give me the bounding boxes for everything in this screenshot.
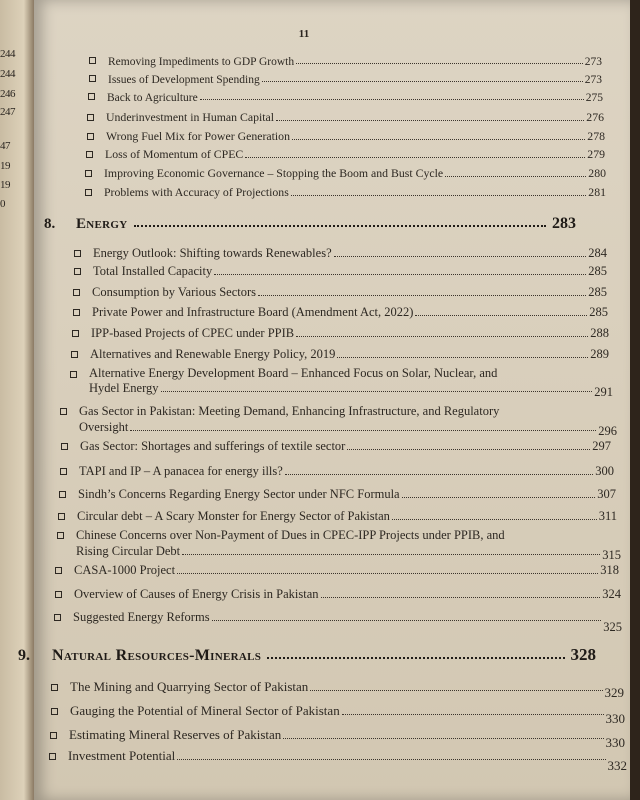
- toc-entry-page: 285: [588, 264, 607, 278]
- dot-leader: [321, 597, 601, 598]
- toc-entry-page: 278: [587, 129, 605, 143]
- checkbox-icon: [54, 614, 61, 621]
- dot-leader: [402, 497, 596, 498]
- toc-entry-title: TAPI and IP – A panacea for energy ills?: [79, 464, 283, 478]
- toc-entry-page: 285: [589, 305, 608, 319]
- toc-entry-page: 273: [584, 74, 602, 86]
- toc-entry-title: Circular debt – A Scary Monster for Energy Sector of Pakistan: [77, 509, 390, 523]
- dot-leader: [285, 474, 593, 475]
- checkbox-icon: [51, 684, 58, 691]
- dot-leader: [291, 195, 587, 196]
- toc-entry-page: 300: [595, 464, 614, 478]
- left-page-edge: [0, 0, 34, 800]
- left-page-fragment: 246: [0, 88, 15, 100]
- toc-entry-title: Underinvestment in Human Capital: [106, 110, 275, 124]
- toc-entry-title-continued: Oversight: [79, 420, 129, 434]
- toc-entry-page: 276: [586, 110, 604, 124]
- toc-entry-title: Gas Sector in Pakistan: Meeting Demand, Enhancing Infrastructure, and Regulatory: [79, 404, 500, 418]
- toc-entry[interactable]: [60, 464, 614, 479]
- dot-leader: [347, 449, 590, 450]
- checkbox-icon: [73, 289, 80, 296]
- toc-entry-title: Improving Economic Governance – Stopping the Boom and Bust Cycle: [104, 166, 444, 180]
- toc-entry-title: The Mining and Quarrying Sector of Pakistan: [70, 679, 309, 694]
- left-page-fragment: 19: [0, 160, 10, 172]
- dot-leader: [130, 430, 596, 431]
- toc-entry[interactable]: [49, 748, 627, 773]
- toc-entry-title-continued: Rising Circular Debt: [76, 544, 181, 558]
- toc-entry-title: Overview of Causes of Energy Crisis in Pakistan: [74, 587, 319, 601]
- toc-entry[interactable]: [73, 285, 607, 300]
- toc-entry-title: Consumption by Various Sectors: [92, 285, 257, 299]
- dot-leader: [342, 714, 604, 715]
- dot-leader: [177, 759, 605, 760]
- left-page-fragment: 247: [0, 106, 15, 118]
- toc-entry[interactable]: [87, 110, 604, 125]
- toc-entry-page: 325: [603, 620, 622, 634]
- toc-entry[interactable]: [59, 487, 616, 502]
- checkbox-icon: [61, 443, 68, 450]
- toc-entry[interactable]: [55, 587, 621, 602]
- chapter-title: Energy: [76, 216, 128, 232]
- toc-entry-title: Private Power and Infrastructure Board (Amendment Act, 2022): [92, 305, 414, 319]
- checkbox-icon: [86, 151, 93, 158]
- dot-leader: [134, 225, 546, 227]
- toc-entry-page: 273: [584, 56, 602, 68]
- dot-leader: [258, 295, 586, 296]
- toc-entry-title: IPP-based Projects of CPEC under PPIB: [91, 326, 295, 340]
- toc-entry-page: 311: [598, 509, 617, 523]
- dot-leader: [415, 315, 587, 316]
- contents-page: [18, 0, 630, 800]
- toc-entry[interactable]: [72, 326, 609, 341]
- toc-entry[interactable]: [89, 56, 602, 68]
- toc-entry-title: Estimating Mineral Reserves of Pakistan: [69, 727, 282, 742]
- dot-leader: [262, 81, 583, 82]
- chapter-title: Natural Resources-Minerals: [52, 647, 262, 664]
- checkbox-icon: [89, 75, 96, 82]
- checkbox-icon: [50, 732, 57, 739]
- page-number: 11: [298, 28, 310, 40]
- checkbox-icon: [89, 57, 96, 64]
- checkbox-icon: [74, 250, 81, 257]
- toc-entry-title: Total Installed Capacity: [93, 264, 213, 278]
- chapter-page: 328: [570, 645, 596, 664]
- dot-leader: [310, 690, 602, 691]
- left-page-fragment: 47: [0, 140, 10, 152]
- dot-leader: [245, 157, 585, 158]
- dot-leader: [177, 573, 598, 574]
- dot-leader: [334, 256, 587, 257]
- toc-entry[interactable]: [85, 166, 606, 181]
- checkbox-icon: [85, 170, 92, 177]
- toc-entry-title-continued: Hydel Energy: [89, 381, 159, 395]
- toc-entry-page: 296: [598, 424, 617, 438]
- toc-entry-title: Sindh’s Concerns Regarding Energy Sector under NFC Formula: [78, 487, 400, 501]
- checkbox-icon: [55, 591, 62, 598]
- checkbox-icon: [71, 351, 78, 358]
- toc-entry-title: Problems with Accuracy of Projections: [104, 185, 289, 199]
- checkbox-icon: [87, 133, 94, 140]
- dot-leader: [296, 63, 583, 64]
- toc-entry[interactable]: [71, 347, 609, 362]
- toc-entry[interactable]: [89, 74, 602, 86]
- toc-entry-title: Issues of Development Spending: [108, 74, 260, 86]
- checkbox-icon: [51, 708, 58, 715]
- left-page-fragment: 19: [0, 179, 10, 191]
- dot-leader: [276, 120, 584, 121]
- toc-entry-page: 297: [592, 439, 611, 453]
- toc-entry-page: 330: [605, 711, 625, 726]
- toc-entry-page: 329: [604, 685, 624, 700]
- toc-entry-title: Back to Agriculture: [107, 92, 198, 104]
- toc-entry[interactable]: [51, 703, 625, 726]
- toc-entry[interactable]: [88, 92, 603, 104]
- dot-leader: [182, 554, 600, 555]
- toc-entry-title: Alternative Energy Development Board – Enhanced Focus on Solar, Nuclear, and: [89, 366, 498, 380]
- dot-leader: [200, 99, 584, 100]
- dot-leader: [337, 357, 588, 358]
- left-page-fragment: 0: [0, 198, 5, 210]
- checkbox-icon: [85, 189, 92, 196]
- checkbox-icon: [72, 330, 79, 337]
- dot-leader: [296, 336, 588, 337]
- toc-entry-page: 330: [605, 735, 625, 750]
- toc-entry[interactable]: [70, 366, 613, 399]
- toc-entry[interactable]: [74, 246, 607, 261]
- dot-leader: [214, 274, 586, 275]
- toc-entry[interactable]: [58, 509, 617, 524]
- toc-entry-page: 281: [588, 185, 606, 199]
- chapter-heading[interactable]: [18, 645, 596, 665]
- checkbox-icon: [74, 268, 81, 275]
- toc-entry-page: 280: [588, 166, 606, 180]
- left-page-fragment: 244: [0, 68, 15, 80]
- checkbox-icon: [49, 753, 56, 760]
- toc-entry[interactable]: [57, 527, 621, 562]
- toc-entry-title: Alternatives and Renewable Energy Policy, 2019: [90, 347, 336, 361]
- toc-entry-page: 288: [590, 326, 609, 340]
- checkbox-icon: [60, 408, 67, 415]
- toc-entry[interactable]: [51, 679, 624, 700]
- chapter-heading[interactable]: [44, 215, 576, 233]
- checkbox-icon: [87, 114, 94, 121]
- toc-entry[interactable]: [61, 439, 611, 454]
- toc-entry[interactable]: [54, 610, 622, 634]
- toc-entry-title: Gauging the Potential of Mineral Sector of Pakistan: [70, 703, 340, 718]
- dot-leader: [283, 738, 603, 739]
- toc-entry-page: 324: [602, 587, 621, 601]
- toc-entry-page: 284: [588, 246, 607, 260]
- toc-entry-title: Wrong Fuel Mix for Power Generation: [106, 129, 290, 143]
- toc-entry-page: 285: [588, 285, 607, 299]
- toc-entry-title: Suggested Energy Reforms: [73, 610, 210, 624]
- checkbox-icon: [57, 532, 64, 539]
- dot-leader: [212, 620, 602, 621]
- checkbox-icon: [55, 567, 62, 574]
- toc-entry[interactable]: [73, 305, 608, 320]
- dot-leader: [161, 391, 593, 392]
- toc-entry-page: 307: [597, 487, 616, 501]
- toc-entry-title: Removing Impediments to GDP Growth: [108, 56, 295, 68]
- toc-entry-page: 318: [600, 563, 619, 577]
- toc-entry-title: Loss of Momentum of CPEC: [105, 147, 244, 161]
- toc-entry-page: 291: [594, 385, 613, 399]
- toc-entry[interactable]: [50, 727, 625, 750]
- dot-leader: [445, 176, 586, 177]
- toc-entry-page: 332: [607, 758, 627, 773]
- checkbox-icon: [73, 309, 80, 316]
- left-page-fragment: 244: [0, 48, 15, 60]
- chapter-page: 283: [552, 215, 576, 232]
- checkbox-icon: [70, 371, 77, 378]
- chapter-number: 8.: [44, 216, 56, 232]
- dot-leader: [392, 519, 597, 520]
- dot-leader: [267, 657, 564, 659]
- toc-entry-page: 275: [585, 92, 603, 104]
- toc-entry-page: 289: [590, 347, 609, 361]
- chapter-number: 9.: [18, 647, 30, 664]
- dot-leader: [292, 139, 585, 140]
- toc-entry-title: Gas Sector: Shortages and sufferings of textile sector: [80, 439, 346, 453]
- toc-entry[interactable]: [87, 129, 605, 144]
- toc-entry-title: Energy Outlook: Shifting towards Renewables?: [93, 246, 332, 260]
- toc-entry-title: CASA-1000 Project: [74, 563, 176, 577]
- toc-entry[interactable]: [60, 403, 617, 438]
- toc-entry[interactable]: [74, 264, 607, 279]
- toc-entry-page: 279: [587, 147, 605, 161]
- checkbox-icon: [60, 468, 67, 475]
- checkbox-icon: [58, 513, 65, 520]
- toc-entry-title: Chinese Concerns over Non-Payment of Dues in CPEC-IPP Projects under PPIB, and: [76, 528, 505, 542]
- toc-entry[interactable]: [55, 563, 619, 578]
- checkbox-icon: [88, 93, 95, 100]
- checkbox-icon: [59, 491, 66, 498]
- toc-entry-title: Investment Potential: [68, 748, 176, 763]
- toc-entry-page: 315: [602, 548, 621, 562]
- toc-entry[interactable]: [86, 147, 605, 162]
- toc-entry[interactable]: [85, 185, 606, 200]
